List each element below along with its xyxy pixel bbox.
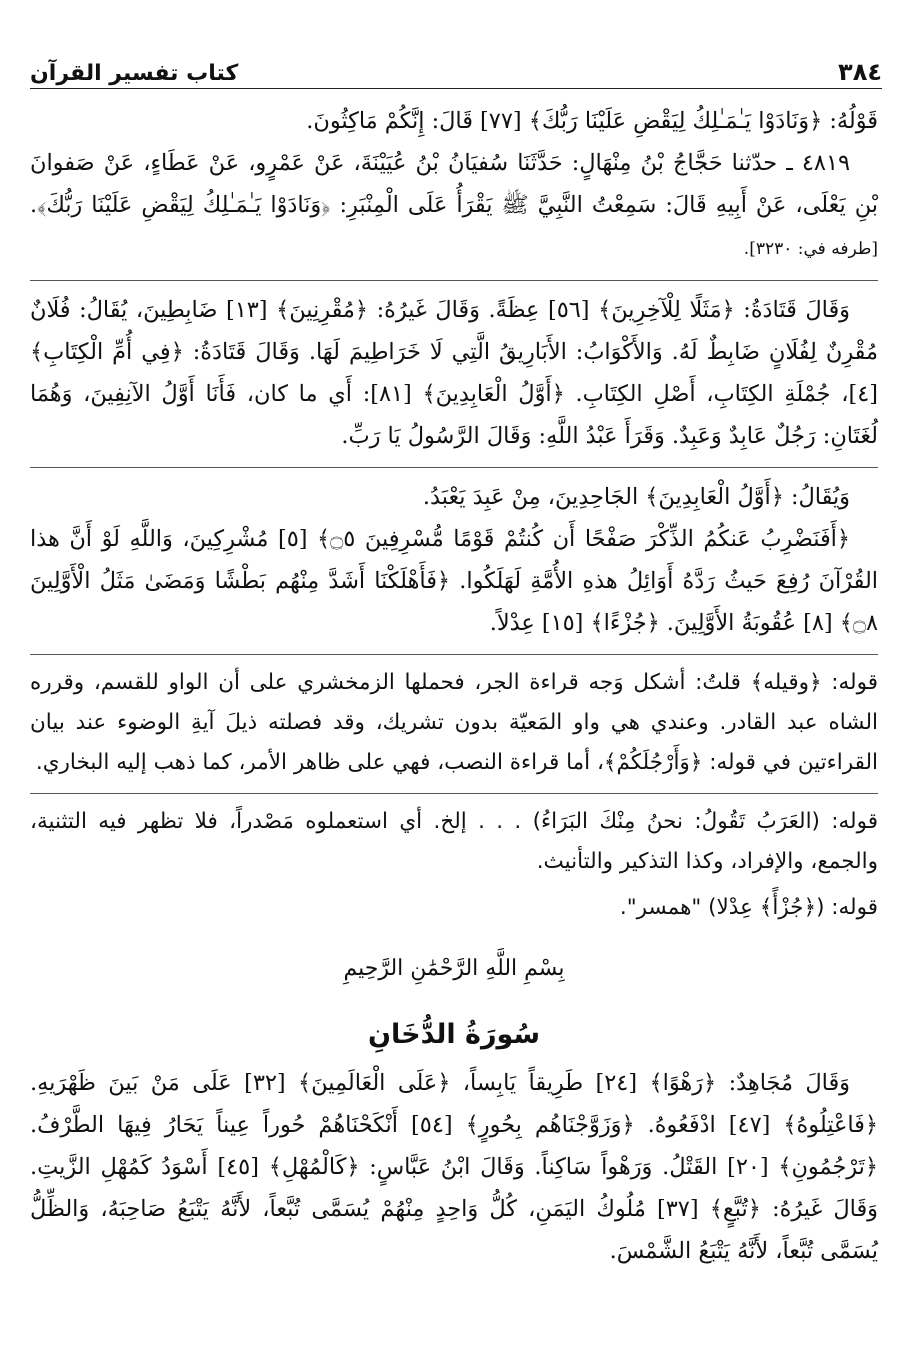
hadith-reference: [طرفه في: ٣٢٣٠]. [743, 239, 878, 259]
paragraph-mujahid: وَقَالَ مُجَاهِدٌ: ﴿رَهْوًا﴾ [٢٤] طَرِيقاً يَابِساً، ﴿عَلَى الْعَالَمِينَ﴾ [٣٢] عَلَى مَنْ بَينَ ظَهْرَيهِ. ﴿فَاعْتِلُوهُ﴾ [٤٧] ادْفَعُوهُ. ﴿وَزَوَّجْنَاهُم بِحُورٍ﴾ [٥٤] أَنْكَحْنَاهُمْ حُوراً عِيناً يَحَارُ فِيهَا الطَّرْفُ. ﴿تَرْجُمُونِ﴾ [٢٠] القَتْلُ. وَرَهْواً سَاكِناً. وَقَالَ ابْنُ عَبَّاسٍ: ﴿كَالْمُهْلِ﴾ [٤٥] أَسْوَدُ كَمُهْلِ الزَّيتِ. وَقَالَ غَيرُهُ: ﴿تُبَّعٍ﴾ [٣٧] مُلُوكُ اليَمَنِ، كُلُّ وَاحِدٍ مِنْهُمْ يُسَمَّى تُبَّعاً، لأَنَّهُ يَتْبَعُ صَاحِبَهُ، وَالظِّلُّ يُسَمَّى تُبَّعاً، لأَنَّهُ يَتْبَعُ الشَّمْسَ. [30, 1070, 878, 1264]
paragraph-verse-77: قَوْلُهُ: ﴿وَنَادَوْا يَـٰمَـٰلِكُ لِيَقْضِ عَلَيْنَا رَبُّكَ﴾ [٧٧] قَالَ: إِنَّكُمْ مَاكِثُونَ. [306, 108, 878, 134]
separator [30, 280, 878, 281]
note-juzan: قوله: (﴿جُزْأً﴾ عِدْلا) "همسر". [619, 895, 878, 920]
paragraph-afanadrib: ﴿أَفَنَضْرِبُ عَنكُمُ الذِّكْرَ صَفْحًا أَن كُنتُمْ قَوْمًا مُّسْرِفِينَ ۝٥﴾ [٥] مُشْرِكِينَ، وَاللَّهِ لَوْ أَنَّ هذا القُرْآنَ رُفِعَ حَيثُ رَدَّهُ أَوَائِلُ هذهِ الأُمَّةِ لَهَلَكُوا. ﴿فَأَهْلَكْنَا أَشَدَّ مِنْهُم بَطْشًا وَمَضَىٰ مَثَلُ الْأَوَّلِينَ ۝٨﴾ [٨] عُقُوبَةُ الأَوَّلِينَ. ﴿جُزْءًا﴾ [١٥] عِدْلاً. [30, 526, 878, 636]
commentary-notes [30, 654, 878, 928]
surah-title: سُورَةُ الدُّخَانِ [368, 1019, 540, 1050]
separator [30, 654, 878, 655]
header-rule [30, 88, 882, 89]
basmala: بِسْمِ اللَّهِ الرَّحْمَٰنِ الرَّحِيمِ [343, 956, 565, 981]
separator [30, 793, 878, 794]
page-body [30, 100, 878, 1272]
hadith-text: ٤٨١٩ ـ حدّثنا حَجَّاجُ بْنُ مِنْهَالٍ: حَدَّثَنَا سُفيَانُ بْنُ عُيَيْنَةَ، عَنْ عَمْرٍو، عَنْ عَطَاءٍ، عَنْ صَفوانَ بْنِ يَعْلَى، عَنْ أَبِيهِ قَالَ: سَمِعْتُ النَّبِيَّ ﷺ يَقْرَأُ عَلَى الْمِنْبَرِ: ﴿وَنَادَوْا يَـٰمَـٰلِكُ لِيَقْضِ عَلَيْنَا رَبُّكَ﴾. [30, 150, 878, 218]
running-title: كتاب تفسير القرآن [30, 61, 239, 86]
note-waqilihi: قوله: ﴿وقيله﴾ قلتُ: أشكل وَجه قراءة الجر، فحملها الزمخشري على أن الواو للقسم، وقرره الشاه عبد القادر. وعندي هي واو المَعيّة بدون تشريك، وقد فصلته ذيلَ آيةِ الوضوء عند بيان القراءتين في قوله: ﴿وَأَرْجُلَكُمْ﴾، أما قراءة النصب، فهي على ظاهر الأمر، كما ذهب إليه البخاري. [30, 670, 878, 775]
page-number: ٣٨٤ [838, 58, 882, 86]
note-al-baraa: قوله: (العَرَبُ تَقُولُ: نحنُ مِنْكَ البَرَاءُ) . . . إلخ. أي استعملوه مَصْدراً، فلا تظهر فيه التثنية، والجمع، والإفراد، وكذا التذكير والتأنيث. [30, 809, 878, 874]
paragraph-yuqal: وَيُقَالُ: ﴿أَوَّلُ الْعَابِدِينَ﴾ الجَاحِدِينَ، مِنْ عَبِدَ يَعْبَدُ. [422, 484, 850, 510]
separator [30, 467, 878, 468]
hadith-4819 [30, 142, 878, 270]
page-header [30, 52, 882, 86]
paragraph-qatada: وَقَالَ قَتَادَةُ: ﴿مَثَلًا لِلْآخِرِينَ﴾ [٥٦] عِظَةً. وَقَالَ غَيرُهُ: ﴿مُقْرِنِينَ﴾ [١٣] ضَابِطِينَ، يُقَالُ: فُلَانٌ مُقْرِنٌ لِفُلَانٍ ضَابِطٌ لَهُ. وَالأَكْوَابُ: الأَبَارِيقُ الَّتِي لَا خَرَاطِيمَ لَهَا. وَقَالَ قَتَادَةُ: ﴿فِي أُمِّ الْكِتَابِ﴾ [٤]، جُمْلَةِ الكِتَابِ، أَصْلِ الكِتَابِ. ﴿أَوَّلُ الْعَابِدِينَ﴾ [٨١]: أَي ما كان، فَأَنَا أَوَّلُ الآنِفِينَ، وَهُمَا لُغَتَانِ: رَجُلٌ عَابِدٌ وَعَبِدٌ. وَقَرَأَ عَبْدُ اللَّهِ: وَقَالَ الرَّسُولُ يَا رَبِّ. [30, 297, 878, 449]
